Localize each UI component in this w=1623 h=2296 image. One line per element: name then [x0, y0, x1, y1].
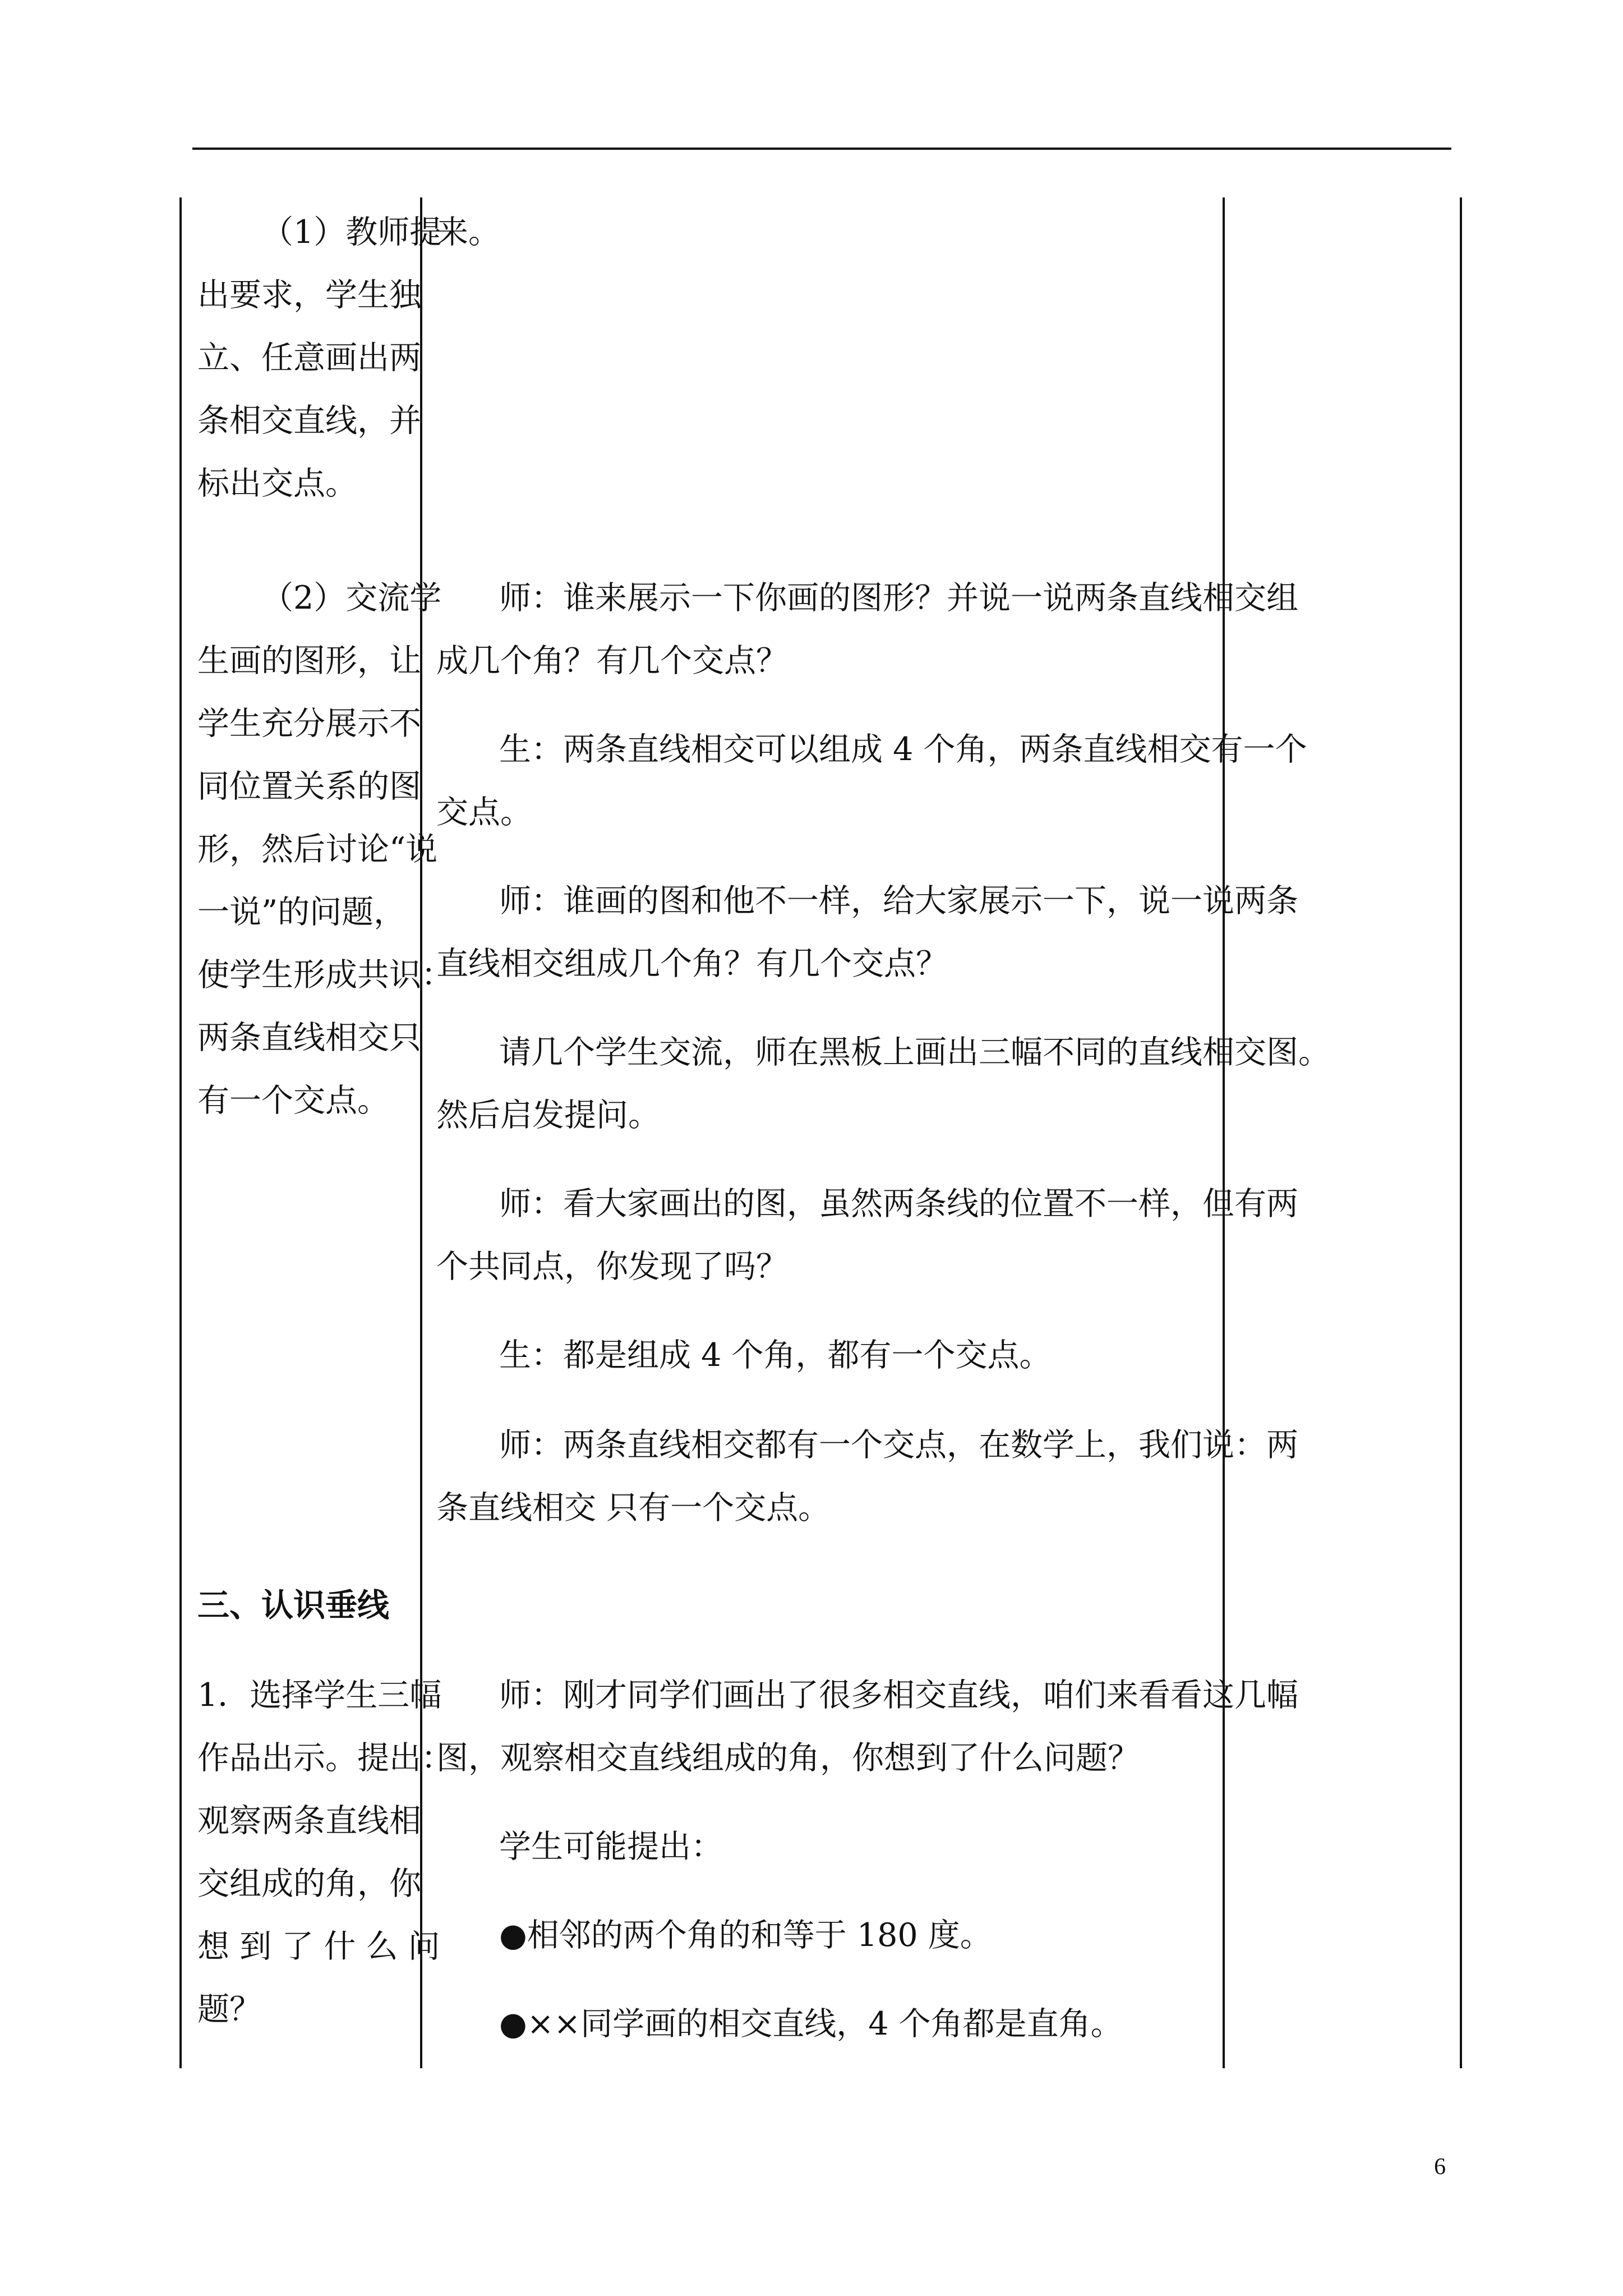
middle-line: 个共同点，你发现了吗？: [436, 1248, 788, 1285]
left-line: 出要求，学生独: [197, 277, 421, 314]
section-heading: 三、认识垂线: [197, 1586, 389, 1624]
left-line: 有一个交点。: [197, 1082, 389, 1119]
middle-line: 生：都是组成 4 个角，都有一个交点。: [499, 1337, 1052, 1374]
middle-line: 师：看大家画出的图，虽然两条线的位置不一样，但有两: [499, 1185, 1298, 1222]
middle-line: 图，观察相交直线组成的角，你想到了什么问题？: [436, 1740, 1140, 1777]
left-line: （2）交流学: [261, 579, 442, 616]
middle-line: 学生可能提出：: [499, 1828, 723, 1865]
header-rule: [192, 148, 1451, 150]
middle-line: 直线相交组成几个角？有几个交点？: [436, 945, 948, 982]
middle-line: 然后启发提问。: [436, 1097, 660, 1134]
left-line: 交组成的角，你: [197, 1865, 421, 1902]
left-line: 两条直线相交只: [197, 1019, 421, 1056]
left-line: 想 到 了 什 么 问: [197, 1928, 440, 1965]
table-border-left: [179, 197, 182, 2068]
left-line: 立、任意画出两: [197, 339, 421, 376]
left-line: 条相交直线，并: [197, 402, 421, 439]
bullet-line: ●相邻的两个角的和等于 180 度。: [499, 1917, 992, 1954]
middle-line: 交点。: [436, 794, 532, 831]
left-line: 生画的图形，让: [197, 642, 421, 679]
left-line: 标出交点。: [197, 465, 357, 502]
left-line: 学生充分展示不: [197, 705, 421, 742]
left-line: 形，然后讨论“说: [197, 831, 438, 868]
middle-line: 师：两条直线相交都有一个交点，在数学上，我们说：两: [499, 1427, 1298, 1464]
left-line: 一说”的问题，: [197, 894, 406, 931]
left-line: 1．选择学生三幅: [197, 1677, 442, 1714]
left-line: 作品出示。提出：: [197, 1740, 453, 1777]
left-line: 观察两条直线相: [197, 1802, 421, 1839]
left-line: 同位置关系的图: [197, 768, 421, 805]
middle-line: 请几个学生交流，师在黑板上画出三幅不同的直线相交图。: [499, 1034, 1330, 1071]
table-border-right: [1460, 197, 1462, 2068]
middle-line: 来。: [436, 214, 500, 251]
table-divider-2: [1223, 197, 1225, 2068]
left-line: 题？: [197, 1991, 261, 2028]
left-line: （1）教师提: [261, 214, 442, 251]
middle-line: 成几个角？有几个交点？: [436, 642, 788, 679]
middle-line: 师：谁来展示一下你画的图形？并说一说两条直线相交组: [499, 579, 1298, 616]
left-line: 使学生形成共识：: [197, 956, 453, 993]
middle-line: 师：谁画的图和他不一样，给大家展示一下，说一说两条: [499, 882, 1298, 919]
middle-line: 条直线相交 只有一个交点。: [436, 1489, 831, 1526]
page-number: 6: [1434, 2154, 1446, 2180]
middle-line: 生：两条直线相交可以组成 4 个角，两条直线相交有一个: [499, 731, 1307, 768]
middle-line: 师：刚才同学们画出了很多相交直线，咱们来看看这几幅: [499, 1677, 1298, 1714]
bullet-line: ●××同学画的相交直线，4 个角都是直角。: [499, 2005, 1123, 2042]
